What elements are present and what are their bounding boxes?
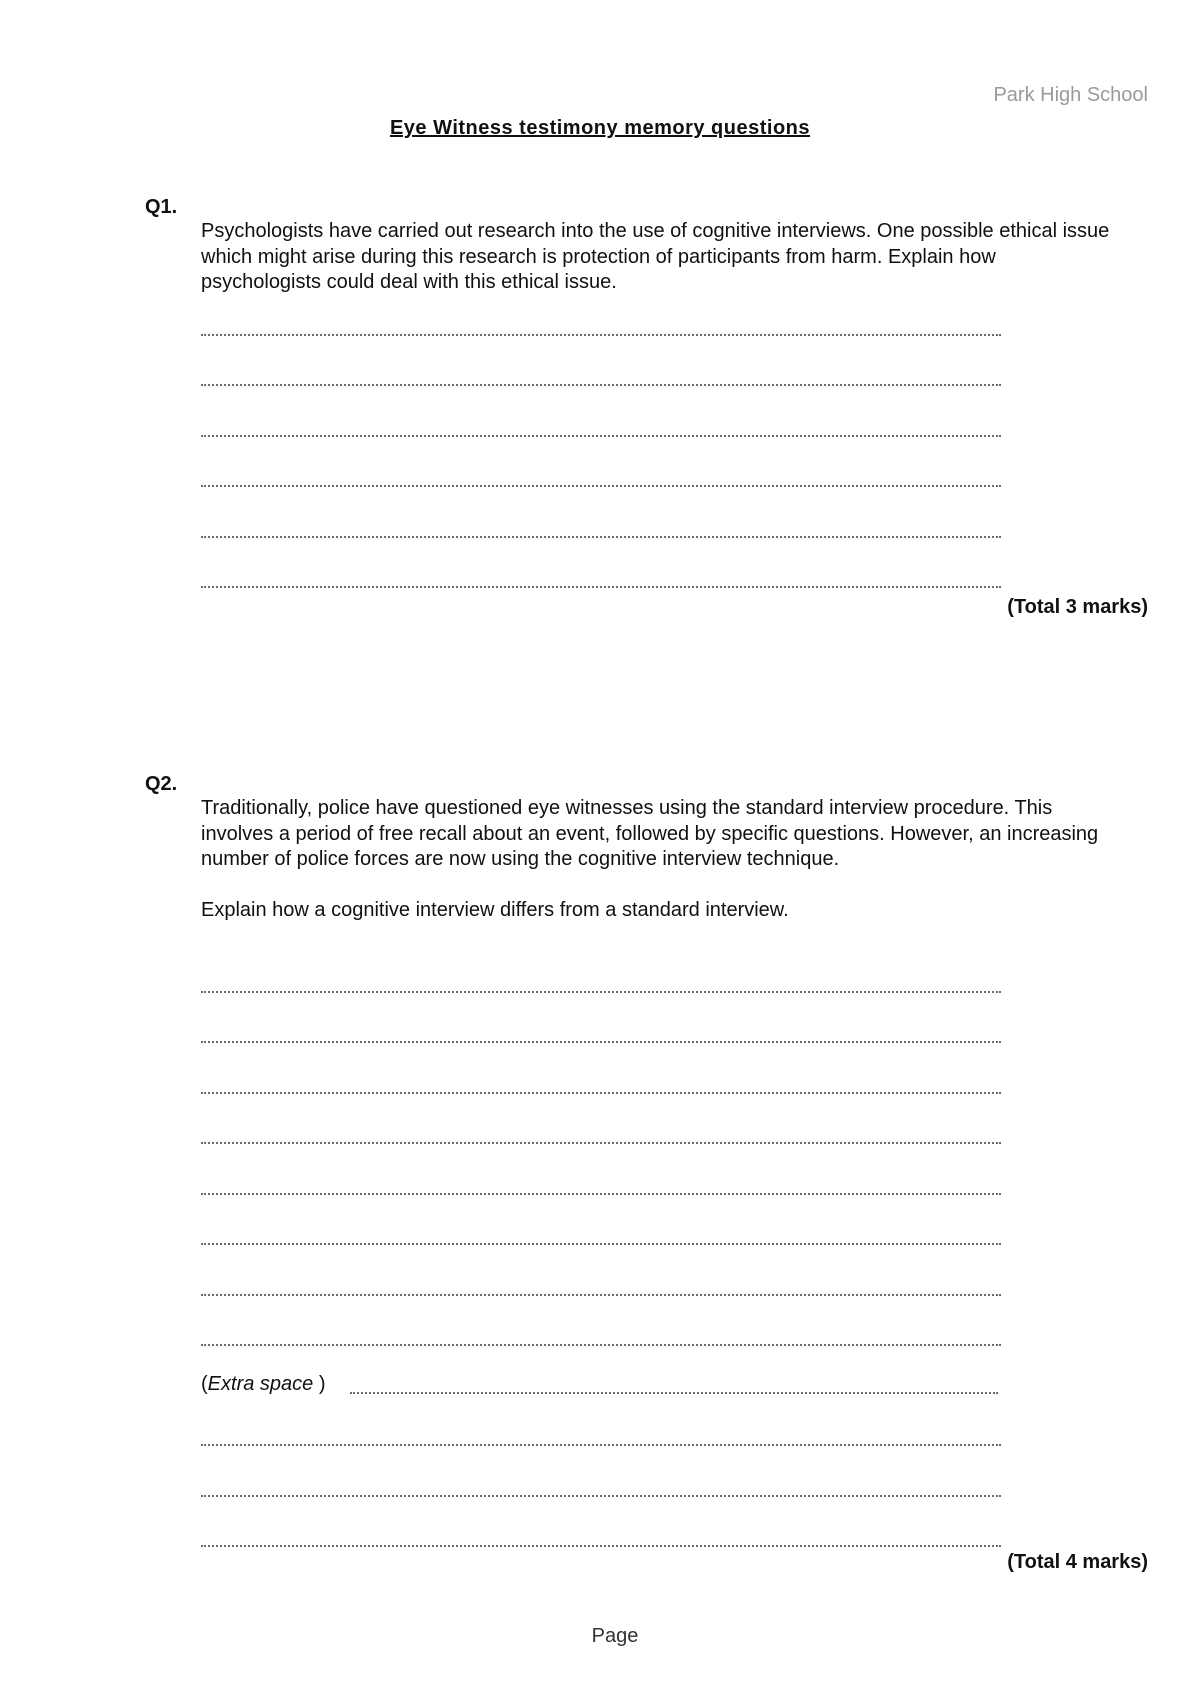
answer-line[interactable] [201,536,1001,538]
answer-line[interactable] [201,991,1001,993]
answer-line[interactable] [201,1344,1001,1346]
extra-space-close: ) [313,1373,326,1395]
question-2-instruction: Explain how a cognitive interview differs from a standard interview. [201,899,789,921]
extra-space-line[interactable] [350,1392,998,1394]
extra-space-label [201,1373,326,1396]
answer-line[interactable] [201,384,1001,386]
answer-line[interactable] [201,1444,1001,1446]
page-footer: Page [591,1625,639,1647]
answer-line[interactable] [201,1495,1001,1497]
question-2-prompt: Traditionally, police have questioned eye witnesses using the standard interview procedure. This involves a period of free recall about an event, followed by specific questions. However, an increasing number of police forces are now using the cognitive interview technique. [201,797,1099,870]
answer-line[interactable] [201,1545,1001,1547]
page-title: Eye Witness testimony memory questions [389,117,811,139]
answer-line[interactable] [201,435,1001,437]
question-2-text [201,796,1111,924]
answer-line[interactable] [201,586,1001,588]
answer-line[interactable] [201,334,1001,336]
school-name: Park High School [993,84,1148,106]
answer-line[interactable] [201,1243,1001,1245]
answer-line[interactable] [201,1092,1001,1094]
answer-line[interactable] [201,1294,1001,1296]
question-2-marks: (Total 4 marks) [1007,1551,1148,1573]
extra-space-text: Extra space [207,1373,314,1395]
question-1-text [201,219,1111,296]
answer-line[interactable] [201,1041,1001,1043]
question-1-marks: (Total 3 marks) [1007,596,1148,618]
question-1-number: Q1. [145,196,178,218]
answer-line[interactable] [201,1142,1001,1144]
answer-line[interactable] [201,1193,1001,1195]
question-1-prompt: Psychologists have carried out research into the use of cognitive interviews. One possible ethical issue which might arise during this research is protection of participants from harm. Explain how psychologists could deal with this ethical issue. [201,220,1110,293]
answer-line[interactable] [201,485,1001,487]
extra-space-open: ( [201,1373,208,1395]
question-2-number: Q2. [145,773,178,795]
